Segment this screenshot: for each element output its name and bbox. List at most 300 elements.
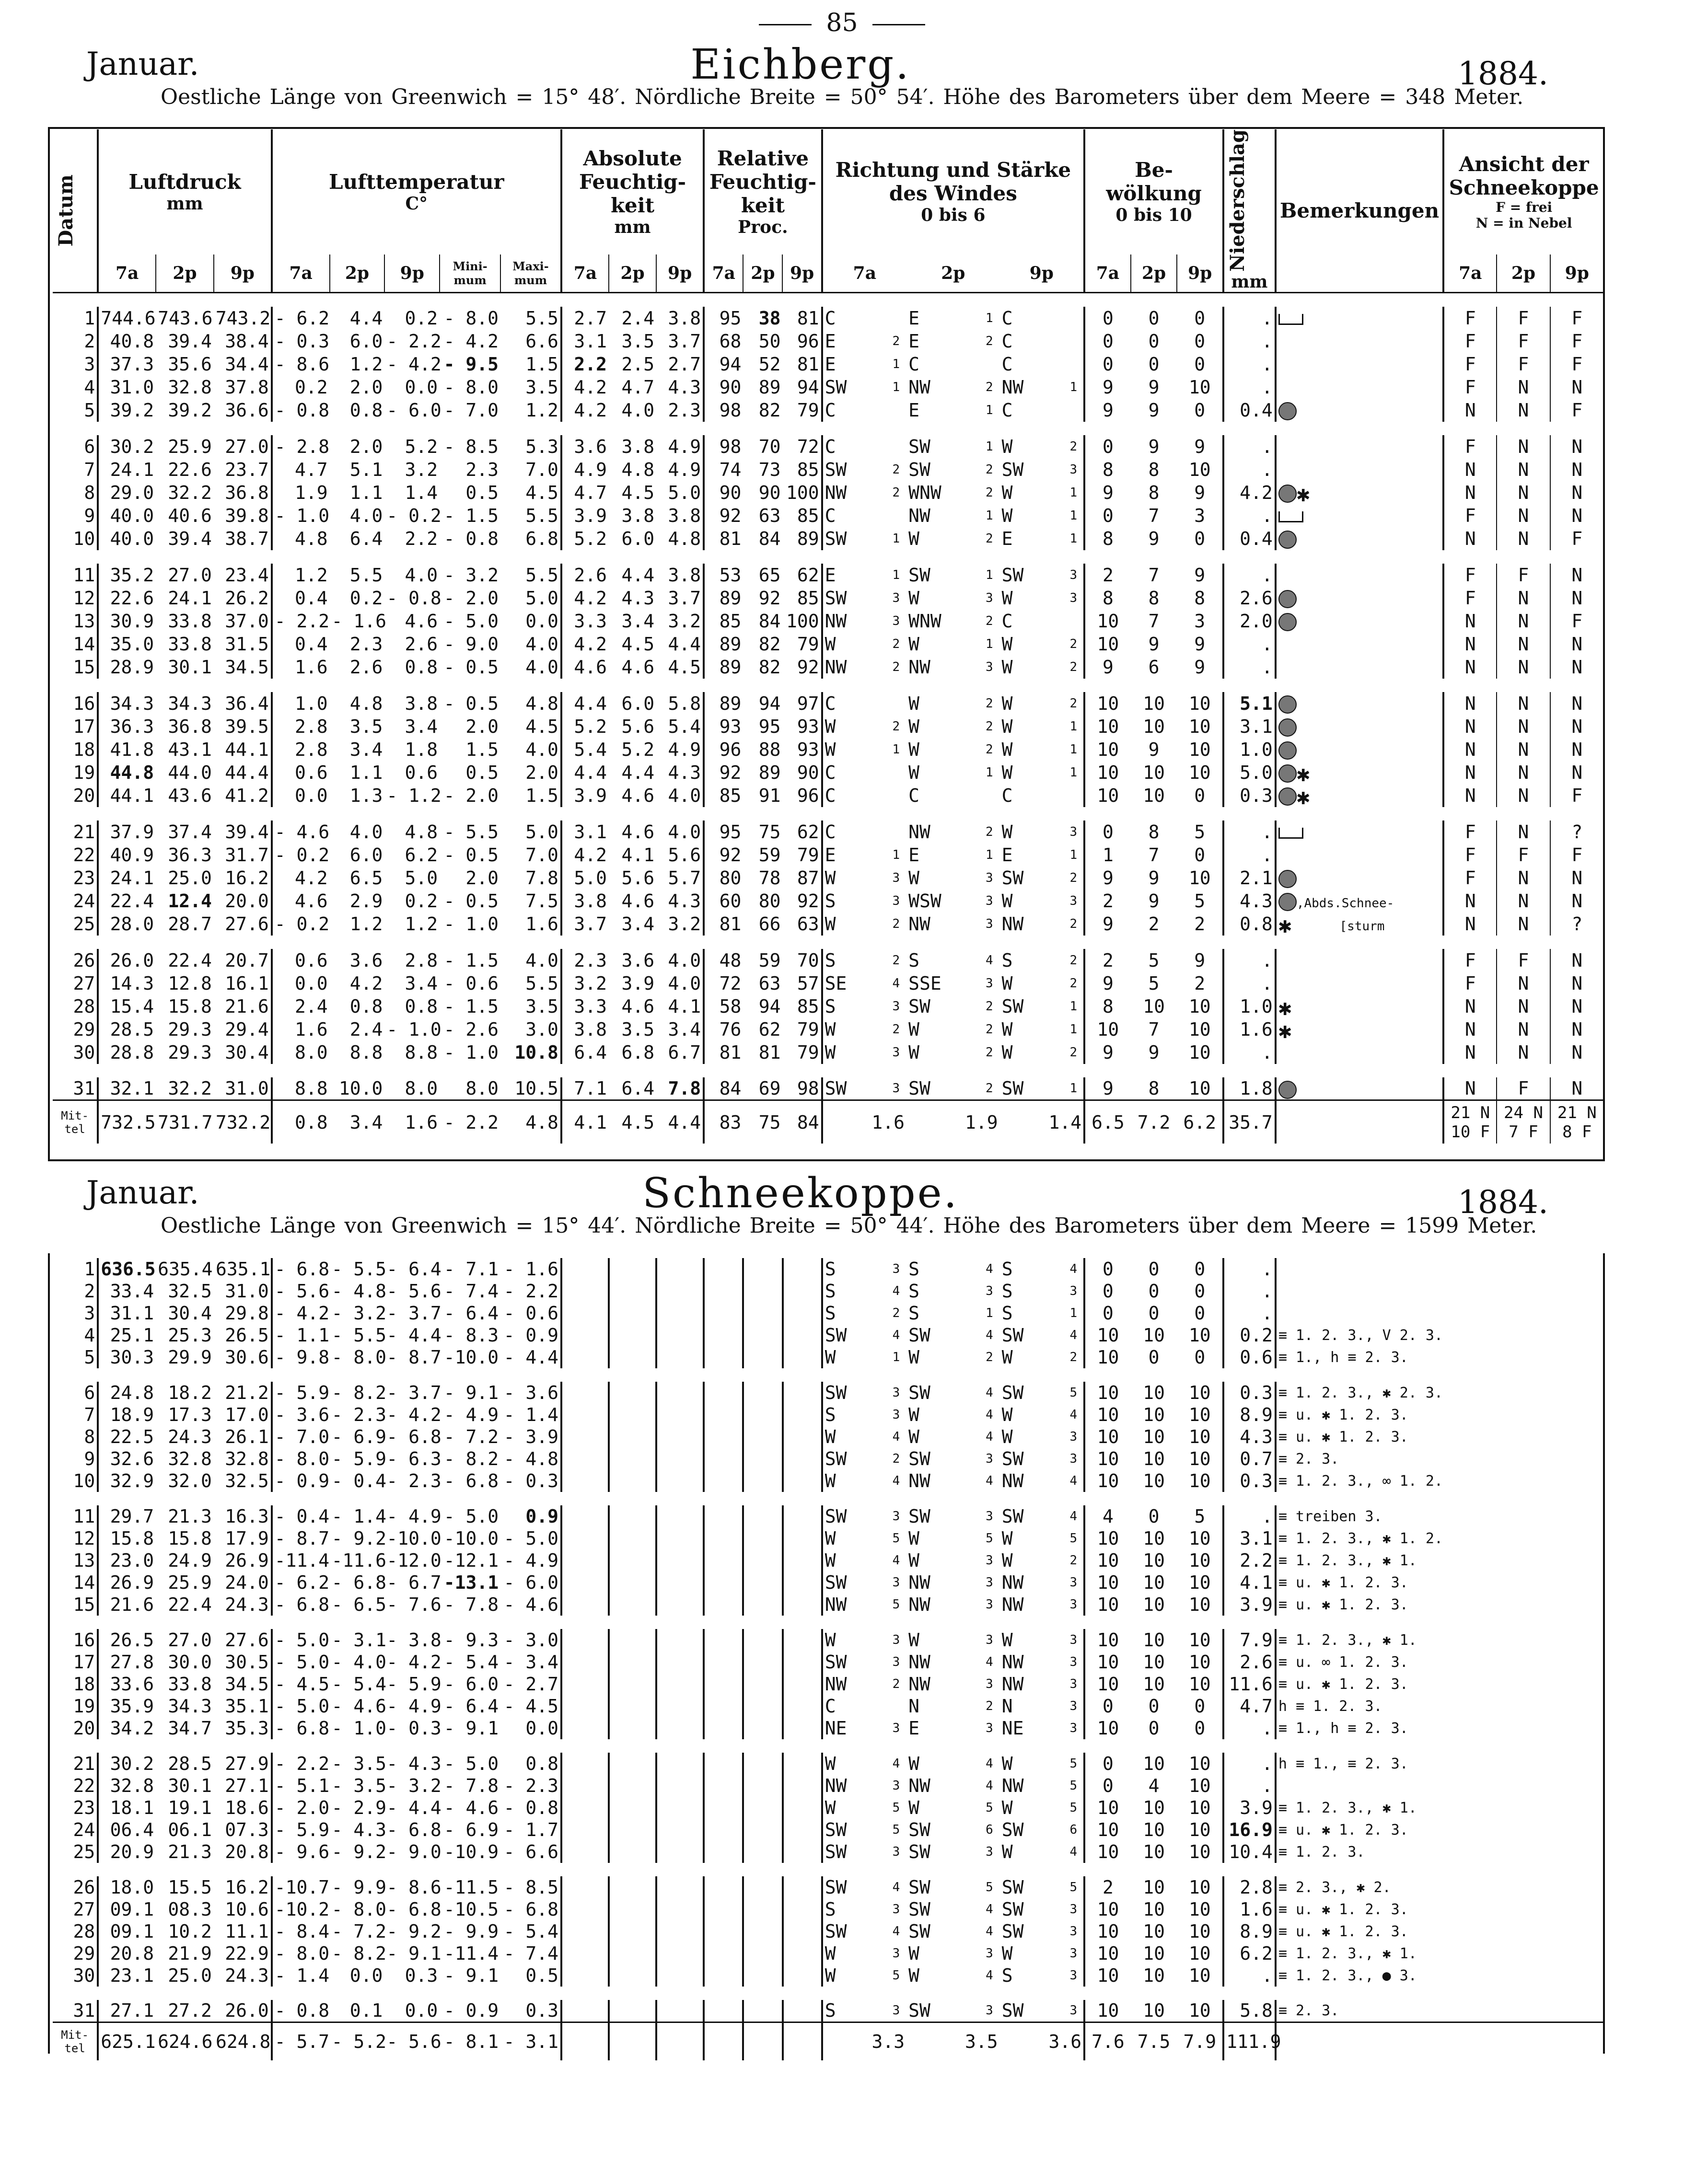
table-cell: 10: [1097, 1718, 1119, 1739]
table-cell: W: [908, 633, 919, 655]
table-cell: - 4.5: [500, 1695, 561, 1717]
table-cell: 3: [892, 1633, 900, 1647]
table-cell: 5.1: [1223, 692, 1276, 715]
table-cell: - 3.1: [500, 2022, 561, 2060]
table-cell: N: [1571, 376, 1583, 398]
table-cell: 4.9: [656, 458, 704, 481]
table-cell: F: [1443, 867, 1497, 890]
table-cell: 10: [1097, 1965, 1119, 1986]
ld-2p: 2p: [156, 254, 214, 292]
table-cell: 17: [53, 715, 98, 738]
table-cell: [561, 1942, 609, 1964]
table-cell: [704, 1382, 743, 1404]
table-cell: 3.8: [574, 1018, 607, 1040]
table-cell: 2: [1064, 656, 1085, 679]
table-cell: .: [1223, 504, 1276, 527]
table-cell: 2: [1064, 1549, 1085, 1572]
table-cell: [886, 692, 907, 715]
table-cell: 75: [758, 821, 781, 843]
table-cell: 6.5: [1092, 1111, 1125, 1133]
table-cell: [609, 1841, 656, 1863]
table-cell: - 8.2: [443, 1448, 499, 1469]
eichberg-body: [53, 292, 1603, 1144]
table-cell: h ≡ 1., ≡ 2. 3.: [1278, 1755, 1408, 1772]
niederschlag-header: Niederschlag mm: [1223, 129, 1276, 292]
table-cell: 92: [719, 762, 742, 783]
table-cell: 4: [1064, 1404, 1085, 1426]
table-cell: N: [1443, 399, 1497, 422]
table-cell: 4: [892, 1553, 900, 1568]
table-cell: 1.6: [294, 656, 328, 678]
table-cell: [1064, 330, 1085, 353]
table-cell: 90: [719, 376, 742, 398]
table-cell: 27.1: [214, 1775, 272, 1797]
table-row: [53, 715, 1603, 738]
table-cell: 10: [1177, 1594, 1223, 1616]
table-cell: N: [1443, 913, 1497, 936]
table-cell: NW: [1001, 1652, 1024, 1673]
table-cell: W: [1001, 482, 1013, 503]
table-cell: 111.9: [1223, 2022, 1276, 2060]
table-cell: 0.8: [405, 995, 438, 1017]
table-cell: 39.2: [168, 399, 212, 421]
table-cell: N: [1443, 633, 1497, 656]
table-cell: - 9.3: [443, 1629, 499, 1651]
table-cell: W: [908, 739, 919, 760]
table-cell: 1: [53, 307, 98, 330]
table-cell: [1064, 307, 1085, 330]
table-cell: NW: [1001, 1674, 1024, 1695]
table-cell: 37.3: [110, 353, 154, 375]
table-cell: 10: [1177, 761, 1223, 784]
table-cell: 38.4: [214, 330, 272, 353]
table-cell: ≡ u. ✱ 1. 2. 3.: [1278, 1574, 1408, 1591]
table-cell: 27.8: [110, 1652, 154, 1673]
table-cell: SW: [825, 459, 847, 480]
rain-icon: [1278, 787, 1297, 806]
table-cell: ≡ 1. 2. 3., ✱ 1. 2.: [1278, 1530, 1443, 1547]
table-cell: 63: [758, 972, 781, 994]
table-cell: - 3.9: [500, 1426, 561, 1448]
table-cell: 5.0: [574, 867, 607, 889]
table-cell: 79: [782, 633, 822, 656]
table-cell: SW: [1001, 1921, 1024, 1942]
eichberg-table: [53, 129, 1603, 1144]
table-cell: 2.6: [405, 633, 438, 655]
table-cell: SW: [825, 1325, 847, 1346]
table-cell: -12.0: [386, 1550, 441, 1571]
table-cell: S: [908, 949, 919, 971]
table-cell: -10.0: [443, 1347, 499, 1368]
table-cell: - 1.5: [443, 505, 499, 526]
table-cell: [656, 1572, 704, 1594]
calm-icon: [1278, 511, 1303, 522]
table-cell: 29: [53, 1942, 98, 1964]
table-cell: N: [1571, 739, 1583, 760]
table-cell: 0.6: [294, 762, 328, 783]
table-cell: 13: [53, 1549, 98, 1572]
table-cell: F: [1443, 307, 1497, 330]
table-cell: 8: [1102, 528, 1114, 549]
table-cell: 4.8: [621, 459, 655, 480]
table-cell: 0.9: [500, 1505, 561, 1527]
table-cell: 38.7: [214, 527, 272, 550]
table-cell: 0.0: [405, 376, 438, 398]
table-cell: [743, 1841, 782, 1863]
table-row: [53, 587, 1603, 610]
table-cell: [561, 1717, 609, 1739]
table-cell: W: [908, 1347, 920, 1368]
table-cell: 0.5: [500, 1964, 561, 1987]
table-cell: -11.4: [274, 1550, 330, 1571]
bw-9p: 9p: [1177, 254, 1223, 292]
table-cell: 41.2: [214, 784, 272, 807]
table-cell: 3: [53, 1302, 98, 1324]
table-cell: 10: [1143, 1448, 1165, 1469]
table-cell: 35.0: [110, 633, 154, 655]
table-cell: 10: [1097, 1652, 1119, 1673]
table-cell: SW: [1001, 459, 1024, 480]
table-cell: 2.2: [405, 528, 438, 549]
table-cell: .: [1223, 435, 1276, 458]
table-cell: 34.5: [214, 1673, 272, 1695]
table-cell: [561, 1651, 609, 1673]
table-cell: [656, 1629, 704, 1651]
table-cell: - 5.6: [274, 1281, 330, 1302]
table-cell: ≡ u. ✱ 1. 2. 3.: [1278, 1923, 1408, 1940]
table-cell: -12.1: [443, 1550, 499, 1571]
table-cell: 21 N 8 F: [1557, 1103, 1597, 1142]
table-cell: [561, 1470, 609, 1492]
table-cell: 5: [1064, 1797, 1085, 1819]
table-cell: SW: [1001, 867, 1024, 889]
table-cell: 624.6: [158, 2031, 213, 2052]
table-cell: 40.8: [110, 330, 154, 352]
table-cell: 3.5: [349, 716, 383, 737]
table-cell: 10: [1097, 1325, 1119, 1346]
table-cell: 7.0: [500, 458, 561, 481]
table-cell: - 3.7: [386, 1303, 441, 1324]
table-cell: 10: [1143, 1325, 1165, 1346]
table-cell: [1276, 1100, 1443, 1144]
table-cell: 10: [1097, 1382, 1119, 1403]
table-cell: 16.2: [214, 867, 272, 890]
table-cell: 9: [1148, 867, 1160, 889]
table-cell: 10: [1143, 1550, 1165, 1571]
rain-icon: [1278, 870, 1297, 888]
table-cell: 43.6: [168, 785, 212, 806]
page-number: 85: [0, 9, 1684, 37]
table-cell: 29.8: [214, 1302, 272, 1324]
table-cell: [656, 1717, 704, 1739]
table-cell: 10: [1097, 1797, 1119, 1818]
table-cell: - 2.3: [386, 1470, 441, 1491]
table-cell: 9: [1102, 913, 1114, 935]
table-cell: 7: [1148, 505, 1160, 526]
table-cell: 5.2: [621, 739, 655, 760]
table-cell: 84: [758, 610, 781, 632]
table-cell: SW: [908, 1325, 930, 1346]
rf-7a: 7a: [704, 254, 743, 292]
table-cell: 28.5: [168, 1753, 212, 1774]
table-cell: W: [1001, 739, 1013, 760]
table-cell: 2.7: [656, 353, 704, 376]
table-cell: - 6.9: [331, 1426, 387, 1447]
table-cell: 39.4: [168, 330, 212, 352]
table-cell: N: [1571, 587, 1583, 609]
table-cell: 87: [782, 867, 822, 890]
table-cell: 48: [719, 949, 742, 971]
table-cell: - 4.2: [386, 353, 441, 375]
table-cell: [783, 1448, 822, 1470]
table-row: [53, 1448, 1603, 1470]
table-cell: [1276, 1302, 1603, 1324]
table-cell: 3.8: [574, 890, 607, 912]
table-cell: .: [1223, 844, 1276, 867]
table-cell: 2: [1102, 564, 1114, 586]
table-cell: 635.1: [214, 1258, 272, 1280]
table-cell: 0: [1148, 1347, 1160, 1368]
table-cell: NW: [908, 1652, 930, 1673]
table-cell: NW: [908, 821, 930, 843]
table-cell: 6: [53, 435, 98, 458]
remark-cell: [1276, 353, 1443, 376]
table-cell: 0.5: [465, 762, 499, 783]
table-cell: 21 N 10 F: [1443, 1100, 1497, 1144]
table-cell: N: [1443, 738, 1497, 761]
table-row: [53, 353, 1603, 376]
table-cell: - 6.0: [500, 1572, 561, 1594]
table-cell: [783, 1651, 822, 1673]
table-cell: N: [1497, 527, 1550, 550]
table-cell: 4: [986, 1779, 993, 1793]
table-row: [53, 784, 1603, 807]
snow-icon: ✱: [1296, 481, 1310, 507]
table-cell: C: [908, 353, 919, 375]
table-cell: [656, 1673, 704, 1695]
table-cell: 38: [758, 307, 781, 329]
table-cell: 6.2: [405, 844, 438, 866]
table-cell: 94: [782, 376, 822, 399]
table-cell: 5: [892, 1823, 900, 1837]
table-cell: 2: [1064, 692, 1085, 715]
table-cell: 4: [986, 1902, 993, 1917]
table-cell: 32.8: [110, 1775, 154, 1796]
lt-9p: 9p: [384, 254, 440, 292]
table-cell: 3: [986, 1452, 993, 1466]
table-cell: [609, 1797, 656, 1819]
lt-7a: 7a: [272, 254, 330, 292]
table-cell: 5.6: [621, 867, 655, 889]
table-cell: C: [825, 821, 836, 843]
table-cell: 28.0: [110, 913, 154, 935]
table-cell: ≡ u. ✱ 1. 2. 3.: [1278, 1676, 1408, 1693]
table-cell: - 5.7: [274, 2031, 330, 2052]
table-cell: S: [1001, 1965, 1013, 1986]
table-cell: 9: [1102, 972, 1114, 994]
table-cell: 9: [1177, 949, 1223, 972]
table-cell: 2: [986, 696, 993, 711]
w-7a: 7a: [853, 263, 877, 283]
table-cell: 4.7: [621, 376, 655, 398]
table-cell: 2: [986, 334, 993, 348]
table-cell: - 4.2: [443, 330, 499, 352]
table-cell: 18: [53, 1673, 98, 1695]
table-cell: 7: [53, 1404, 98, 1426]
af-7a: 7a: [561, 254, 609, 292]
table-cell: 3.8: [405, 693, 438, 714]
table-cell: [704, 1753, 743, 1775]
row-gap: [53, 1616, 1603, 1629]
table-cell: 743.6: [158, 307, 213, 329]
table-cell: 1: [892, 380, 900, 394]
table-cell: 29.3: [168, 1018, 212, 1040]
table-cell: 23.4: [214, 564, 272, 587]
table-cell: 33.6: [110, 1674, 154, 1695]
table-cell: .: [1223, 949, 1276, 972]
table-cell: C: [1001, 610, 1013, 632]
table-cell: NW: [908, 1674, 930, 1695]
table-cell: F: [1571, 399, 1583, 421]
table-cell: 2: [1064, 435, 1085, 458]
table-cell: [609, 1324, 656, 1346]
table-cell: 97: [782, 692, 822, 715]
table-cell: - 3.5: [331, 1753, 387, 1774]
table-cell: 4.4: [349, 307, 383, 329]
table-cell: 81: [719, 1041, 742, 1063]
table-cell: 8: [1148, 459, 1160, 480]
table-cell: [656, 1258, 704, 1280]
table-cell: [656, 1819, 704, 1841]
table-cell: ≡ 2. 3.: [1278, 2002, 1339, 2019]
table-row: [53, 867, 1603, 890]
table-cell: W: [908, 1753, 920, 1774]
table-row: [53, 307, 1603, 330]
table-cell: 52: [758, 353, 781, 375]
table-cell: 76: [719, 1018, 742, 1040]
table-cell: 1: [892, 531, 900, 546]
table-cell: 1.8: [1223, 1077, 1276, 1100]
table-cell: [783, 1382, 822, 1404]
table-cell: 6.4: [621, 1078, 655, 1099]
table-cell: ≡ u. ✱ 1. 2. 3.: [1278, 1901, 1408, 1918]
table-cell: 14: [53, 1572, 98, 1594]
abs-feucht-header: Absolute Feuchtig- keit mm: [561, 129, 704, 254]
table-cell: - 0.3: [386, 1718, 441, 1739]
table-cell: - 6.8: [331, 1572, 387, 1593]
table-cell: - 4.9: [386, 1506, 441, 1527]
table-cell: 2.8: [294, 739, 328, 760]
row-gap: [53, 292, 1603, 307]
table-cell: 44.0: [168, 762, 212, 783]
table-cell: W: [825, 1629, 836, 1651]
snow-icon: ✱: [1278, 1017, 1292, 1044]
table-cell: 5.7: [656, 867, 704, 890]
table-cell: 0: [1148, 353, 1160, 375]
table-cell: 0.0: [294, 972, 328, 994]
table-cell: 1.0: [1223, 995, 1276, 1018]
table-cell: W: [908, 1943, 920, 1964]
table-cell: - 8.6: [386, 1877, 441, 1898]
table-cell: SW: [825, 587, 847, 609]
table-cell: S: [908, 1259, 920, 1280]
table-cell: [609, 1302, 656, 1324]
bw-2p: 2p: [1131, 254, 1177, 292]
table-cell: 0: [1177, 1717, 1223, 1739]
table-cell: N: [1497, 1041, 1550, 1064]
remark-cell: [1276, 913, 1443, 936]
table-cell: 10: [1097, 1899, 1119, 1920]
table-cell: 27.6: [214, 913, 272, 936]
table-cell: 2: [892, 485, 900, 500]
table-cell: 1.1: [349, 482, 383, 503]
table-cell: 33.8: [168, 610, 212, 632]
table-cell: - 4.4: [386, 1797, 441, 1818]
table-cell: - 0.6: [443, 972, 499, 994]
table-cell: 10: [1143, 1819, 1165, 1840]
table-cell: [561, 1258, 609, 1280]
table-cell: 62: [758, 1018, 781, 1040]
table-cell: 3.1: [574, 821, 607, 843]
table-cell: S: [825, 1404, 836, 1425]
table-cell: 4.0: [656, 784, 704, 807]
table-cell: SW: [908, 1877, 930, 1898]
table-cell: 6.0: [621, 693, 655, 714]
table-cell: 20.0: [214, 890, 272, 913]
table-cell: 65: [758, 564, 781, 586]
table-cell: 2: [892, 1677, 900, 1691]
table-cell: [743, 1382, 782, 1404]
table-cell: - 0.4: [274, 1506, 330, 1527]
table-cell: 31: [53, 2000, 98, 2022]
table-cell: 32.9: [110, 1470, 154, 1491]
table-cell: N: [1571, 656, 1583, 678]
remark-cell: [1276, 994, 1443, 1021]
table-cell: [561, 1819, 609, 1841]
table-cell: 4.6: [621, 656, 655, 678]
table-cell: 10: [1143, 1877, 1165, 1898]
remark-cell: [1276, 527, 1443, 550]
table-cell: 4.9: [574, 459, 607, 480]
table-row: [53, 1572, 1603, 1594]
table-cell: 1: [986, 1306, 993, 1320]
table-row: [53, 1426, 1603, 1448]
table-cell: SW: [908, 1841, 930, 1862]
table-cell: 89: [719, 693, 742, 714]
table-cell: N: [1497, 761, 1550, 784]
table-row: [53, 1077, 1603, 1100]
table-cell: 1: [986, 439, 993, 454]
table-cell: 70: [782, 949, 822, 972]
table-cell: [656, 1505, 704, 1527]
table-cell: [704, 1258, 743, 1280]
table-cell: 37.4: [168, 821, 212, 843]
table-cell: 0: [1177, 1346, 1223, 1368]
table-cell: 10: [1097, 2000, 1119, 2022]
table-cell: 30.9: [110, 610, 154, 632]
table-cell: SW: [1001, 1506, 1024, 1527]
table-cell: 85: [782, 995, 822, 1018]
table-cell: 2.6: [574, 564, 607, 586]
table-cell: 24.8: [110, 1382, 154, 1403]
table-cell: 6.4: [349, 528, 383, 549]
table-cell: [656, 1964, 704, 1987]
table-cell: - 5.9: [274, 1382, 330, 1403]
table-cell: -10.7: [274, 1877, 330, 1898]
table-cell: [743, 1920, 782, 1942]
table-cell: W: [825, 1470, 836, 1491]
table-cell: S: [825, 2000, 836, 2022]
